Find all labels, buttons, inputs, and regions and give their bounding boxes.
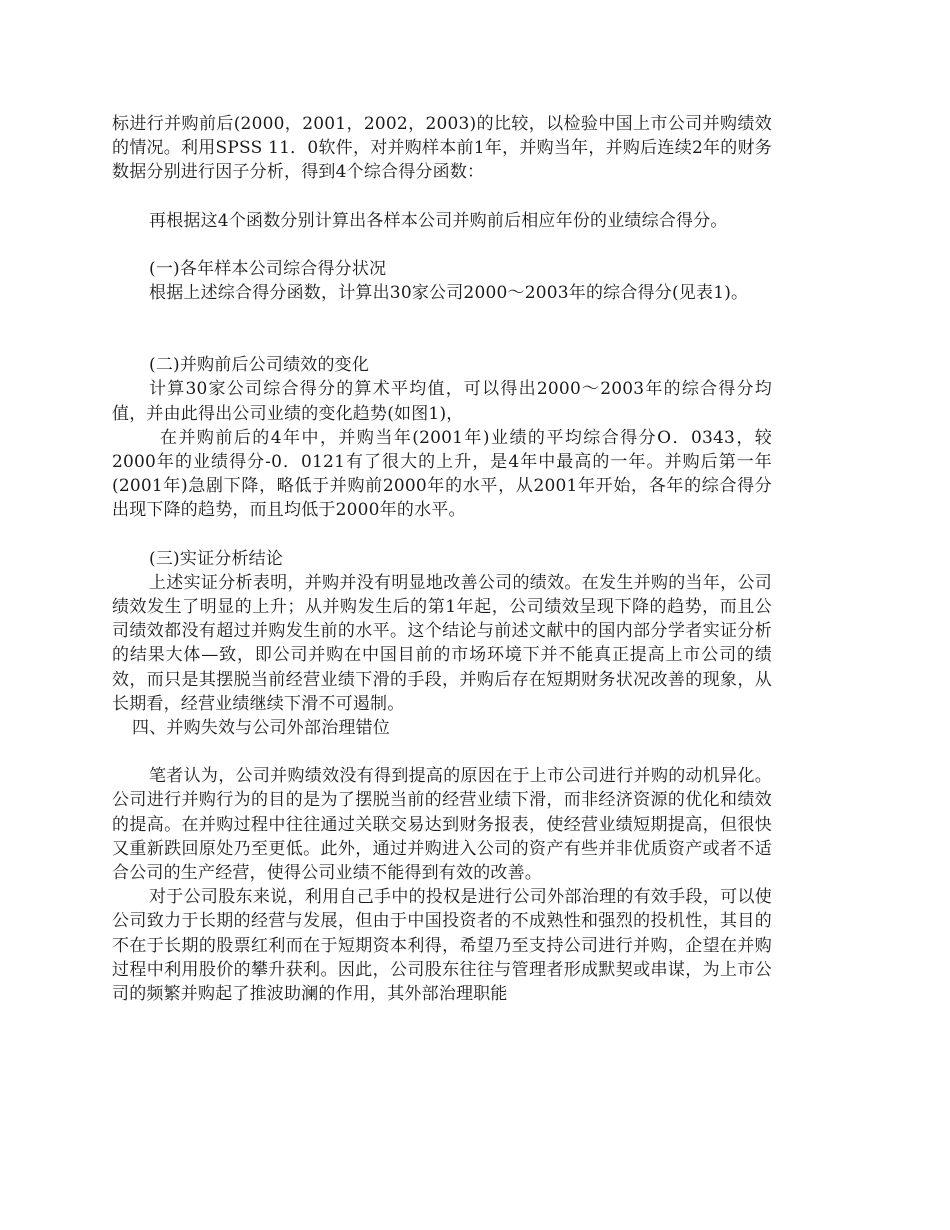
section-heading-2: (二)并购前后公司绩效的变化 bbox=[149, 355, 370, 376]
paragraph-shareholders: 对于公司股东来说，利用自己手中的投权是进行公司外部治理的有效手段，可以使公司致力于长期的经营与发展，但由于中国投资者的不成熟性和强烈的投机性，其目的不在于长期的股票红利而在于短期资本利得，希望乃至支持公司进行并购，企望在并购过程中利用股价的攀升获利。因此，公司股东往往与管理者形成默契或串谋，为上市公司的频繁并购起了推波助澜的作用，其外部治理职能 bbox=[112, 887, 772, 1005]
spacer bbox=[112, 185, 772, 209]
paragraph-composite-score: 再根据这4个函数分别计算出各样本公司并购前后相应年份的业绩综合得分。 bbox=[149, 210, 728, 231]
section-heading-4: 四、并购失效与公司外部治理错位 bbox=[132, 718, 390, 739]
document-page bbox=[112, 112, 772, 1006]
paragraph-author-view: 笔者认为，公司并购绩效没有得到提高的原因在于上市公司进行并购的动机异化。公司进行并购行为的目的是为了摆脱当前的经营业绩下滑，而非经济资源的优化和绩效的提高。在并购过程中往往通过关联交易达到财务报表，使经营业绩短期提高，但很快又重新跌回原处乃至更低。此外，通过并购进入公司的资产有些并非优质资产或者不适合公司的生产经营，使得公司业绩不能得到有效的改善。 bbox=[112, 766, 772, 884]
spacer bbox=[112, 523, 772, 547]
spacer bbox=[112, 233, 772, 257]
paragraph-empirical-conclusion: 上述实证分析表明，并购并没有明显地改善公司的绩效。在发生并购的当年，公司绩效发生了明显的上升；从并购发生后的第1年起，公司绩效呈现下降的趋势，而且公司绩效都没有超过并购发生前的水平。这个结论与前述文献中的国内部分学者实证分析的结果大体—致，即公司并购在中国目前的市场环境下并不能真正提高上市公司的绩效，而只是其摆脱当前经营业绩下滑的手段，并购后存在短期财务状况改善的现象，从长期看，经营业绩继续下滑不可遏制。 bbox=[112, 572, 772, 714]
section-heading-1: (一)各年样本公司综合得分状况 bbox=[149, 258, 387, 279]
spacer bbox=[112, 305, 772, 353]
paragraph-average-score: 计算30家公司综合得分的算术平均值，可以得出2000～2003年的综合得分均值，并由此得出公司业绩的变化趋势(如图1)， bbox=[112, 379, 772, 424]
paragraph-four-year-trend: 在并购前后的4年中，并购当年(2001年)业绩的平均综合得分O．0343，较2000年的业绩得分-0．0121有了很大的上升，是4年中最高的一年。并购后第一年(2001年)急剧下降，略低于并购前2000年的水平，从2001年开始，各年的综合得分出现下降的趋势，而且均低于2000年的水平。 bbox=[112, 427, 772, 521]
paragraph-intro: 标进行并购前后(2000，2001，2002，2003)的比较，以检验中国上市公司并购绩效的情况。利用SPSS 11．0软件，对并购样本前1年，并购当年，并购后连续2年的财务数据分别进行因子分析，得到4个综合得分函数： bbox=[112, 114, 772, 183]
section-heading-3: (三)实证分析结论 bbox=[149, 548, 284, 569]
spacer bbox=[112, 740, 772, 764]
paragraph-yearly-scores: 根据上述综合得分函数，计算出30家公司2000～2003年的综合得分(见表1)。 bbox=[149, 283, 749, 304]
